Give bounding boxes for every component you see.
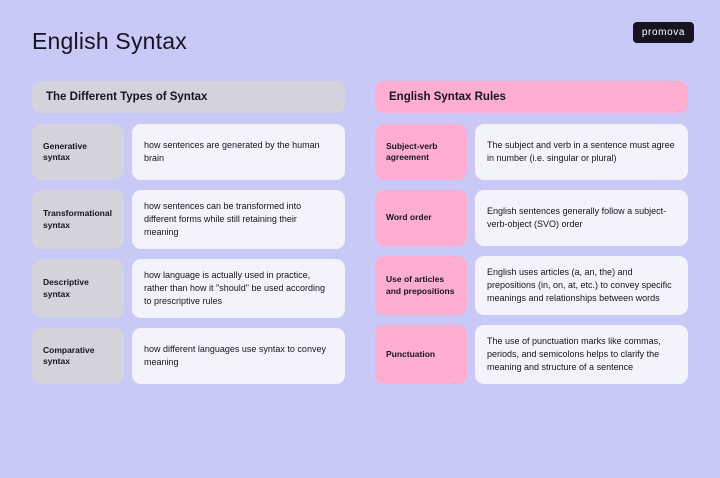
table-row [32, 328, 345, 384]
promova-logo: promova [633, 22, 694, 43]
term-use-of-articles-and-prepositions: Use of articles and prepositions [375, 256, 467, 315]
desc-use-of-articles-and-prepositions: English uses articles (a, an, the) and prepositions (in, on, at, etc.) to convey specific meanings and relationships between words [475, 256, 688, 315]
term-generative-syntax: Generative syntax [32, 124, 124, 180]
desc-transformational-syntax: how sentences can be transformed into different forms while still retaining their meaning [132, 190, 345, 249]
term-punctuation: Punctuation [375, 325, 467, 384]
desc-punctuation: The use of punctuation marks like commas, periods, and semicolons helps to clarify the meaning and structure of a sentence [475, 325, 688, 384]
table-row [32, 124, 345, 180]
table-row [375, 325, 688, 384]
term-descriptive-syntax: Descriptive syntax [32, 259, 124, 318]
table-row [375, 124, 688, 180]
term-word-order: Word order [375, 190, 467, 246]
desc-descriptive-syntax: how language is actually used in practice, rather than how it "should" be used according to prescriptive rules [132, 259, 345, 318]
term-transformational-syntax: Transformational syntax [32, 190, 124, 249]
column-syntax-rules [375, 81, 688, 394]
table-row [375, 256, 688, 315]
table-row [32, 190, 345, 249]
table-row [32, 259, 345, 318]
term-comparative-syntax: Comparative syntax [32, 328, 124, 384]
column-header-syntax-rules: English Syntax Rules [375, 81, 688, 113]
column-header-types-of-syntax: The Different Types of Syntax [32, 81, 345, 113]
desc-word-order: English sentences generally follow a subject-verb-object (SVO) order [475, 190, 688, 246]
table-row [375, 190, 688, 246]
desc-subject-verb-agreement: The subject and verb in a sentence must agree in number (i.e. singular or plural) [475, 124, 688, 180]
columns-container [26, 81, 694, 394]
term-subject-verb-agreement: Subject-verb agreement [375, 124, 467, 180]
page-title: English Syntax [32, 28, 187, 54]
desc-comparative-syntax: how different languages use syntax to convey meaning [132, 328, 345, 384]
column-types-of-syntax [32, 81, 345, 394]
desc-generative-syntax: how sentences are generated by the human brain [132, 124, 345, 180]
